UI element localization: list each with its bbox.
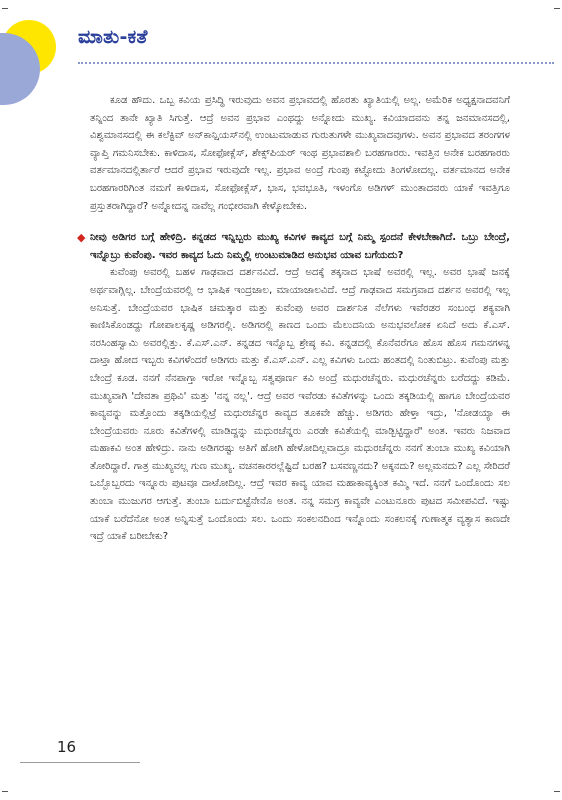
interview-question: [77, 229, 510, 264]
diamond-bullet-icon: ◆: [77, 231, 86, 245]
paragraph-gap: [90, 215, 510, 229]
crop-mark-top-left: [2, 8, 8, 9]
crop-mark-top-right: [554, 8, 560, 9]
title-dotted-rule: [78, 62, 554, 64]
answer-paragraph: ಕೂಡ ಹೌದು. ಒಬ್ಬ ಕವಿಯ ಪ್ರಸಿದ್ಧಿ ಇರುವುದು ಅವನ ಪ್ರಭಾವದಲ್ಲಿ ಹೊರತು ಖ್ಯಾತಿಯಲ್ಲಿ ಅಲ್ಲ. ಅಮೆರಿಕ ಅಧ್ಯಕ್ಷನಾದವನಿಗೆ ತನ್ನಿಂದ ತಾನೇ ಖ್ಯಾತಿ ಸಿಗುತ್ತೆ. ಆದ್ರೆ ಅವನ ಪ್ರಭಾವ ಎಂಥದ್ದು ಅನ್ನೋದು ಮುಖ್ಯ. ಕವಿಯಾದವನು ತನ್ನ ಜನಮಾನಸದಲ್ಲಿ, ವಿಶ್ವಮಾನಸದಲ್ಲಿ ಈ ಕಲೆಕ್ಟಿವ್ ಅನ್‌ಕಾನ್ಷಿಯಸ್‌ನಲ್ಲಿ ಉಂಟುಮಾಡುವ ಗುರುತುಗಳೇ ಮುಖ್ಯವಾದವುಗಳು. ಅವನ ಪ್ರಭಾವದ ತರಂಗಗಳ ವ್ಯಾಪ್ತಿ ಗಮನಿಸಬೇಕು. ಕಾಳಿದಾಸ, ಸೋಫೋಕ್ಲೆಸ್, ಶೇಕ್ಸ್‌ಪಿಯರ್ ಇಂಥ ಪ್ರಭಾವಶಾಲಿ ಬರಹಗಾರರು. ಇವತ್ತಿನ ಅನೇಕ ಬರಹಗಾರರು ವರ್ತಮಾನದಲ್ಲಿರ್ತಾರೆ ಆದರೆ ಪ್ರಭಾವ ಇರುವುದೇ ಇಲ್ಲ. ಪ್ರಭಾವ ಅಂದ್ರೆ ಗುಂಪು ಕಟ್ಟೋದು ತಿಂಗಳೋದಲ್ಲ. ವರ್ತಮಾನದ ಅನೇಕ ಬರಹಗಾರರಿಗಿಂತ ನಮಗೆ ಕಾಳಿದಾಸ, ಸೋಫೋಕ್ಲೆಸ್, ಭಾಸ, ಭವಭೂತಿ, ಇಳಂಗೊ ಅಡಿಗಳ್ ಮುಂತಾದವರು ಯಾಕೆ ಇವತ್ತಿಗೂ ಪ್ರಸ್ತುತರಾಗಿದ್ದಾರೆ? ಅನ್ನೋದನ್ನ ನಾವೆಲ್ಲ ಗಂಭೀರವಾಗಿ ಕೇಳ್ಕೋಬೇಕು.: [90, 95, 510, 212]
article-body: [77, 92, 510, 546]
question-text: ನೀವು ಅಡಿಗರ ಬಗ್ಗೆ ಹೇಳಿದ್ರಿ. ಕನ್ನಡದ ಇನ್ನಿಬ್ಬರು ಮುಖ್ಯ ಕವಿಗಳ ಕಾವ್ಯದ ಬಗ್ಗೆ ನಿಮ್ಮ ಸ್ಪಂದನೆ ಕೇಳಬೇಕಾಗಿದೆ. ಒಬ್ರು ಬೇಂದ್ರೆ, ಇನ್ನೊಬ್ರು ಕುವೆಂಪು. ಇವರ ಕಾವ್ಯದ ಓದು ನಿಮ್ಮಲ್ಲಿ ಉಂಟುಮಾಡಿದ ಅನುಭವ ಯಾವ ಬಗೆಯದು?: [90, 232, 510, 261]
footer-rule: [20, 762, 140, 763]
page-number: 16: [57, 738, 77, 756]
crop-mark-bottom-right: [554, 791, 560, 792]
answer-paragraph: ಕುವೆಂಪು ಅವರಲ್ಲಿ ಬಹಳ ಗಾಢವಾದ ದರ್ಶನವಿದೆ. ಆದ್ರೆ ಅದಕ್ಕೆ ತಕ್ಕನಾದ ಭಾಷೆ ಅವರಲ್ಲಿ ಇಲ್ಲ. ಅವರ ಭಾಷೆ ಜನಕ್ಕೆ ಅರ್ಥವಾಗ್ಲಿಲ್ಲ. ಬೇಂದ್ರೆಯವರಲ್ಲಿ ಆ ಭಾಷಿಕ ಇಂದ್ರಜಾಲ, ಮಾಯಾಜಾಲವಿದೆ. ಆದ್ರೆ ಗಾಢವಾದ ಸಮಗ್ರವಾದ ದರ್ಶನ ಅವರಲ್ಲಿ ಇಲ್ಲ ಅನಿಸುತ್ತೆ. ಬೇಂದ್ರೆಯವರ ಭಾಷಿಕ ಚಮತ್ಕಾರ ಮತ್ತು ಕುವೆಂಪು ಅವರ ದಾರ್ಶನಿಕ ನೆಲೆಗಳು ಇವೆರಡರ ಸಂಬಂಧ ಶಕ್ಯವಾಗಿ ಕಾಣಿಸಿಕೊಂಡದ್ದು ಗೋಪಾಲಕೃಷ್ಣ ಅಡಿಗರಲ್ಲಿ. ಅಡಿಗರಲ್ಲಿ ಕಾಣದ ಒಂದು ಮೆಲುದನಿಯ ಅನುಭವಲೋಕ ಏನಿದೆ ಅದು ಕೆ.ಎಸ್. ನರಸಿಂಹಸ್ವಾಮಿ ಅವರಲ್ಲಿತ್ತು. ಕೆ.ಎಸ್.ಎನ್. ಕನ್ನಡದ ಇನ್ನೊಬ್ಬ ಶ್ರೇಷ್ಠ ಕವಿ. ಕನ್ನಡದಲ್ಲಿ ಕೊನೆವರೆಗೂ ಹೊಸ ಹೊಸ ಗಮನಗಳನ್ನ ದಾಟ್ತಾ ಹೋದ ಇಬ್ಬರು ಕವಿಗಳೆಂದರೆ ಅಡಿಗರು ಮತ್ತು ಕೆ.ಎಸ್.ಎನ್. ಎಲ್ಲ ಕವಿಗಳು ಒಂದು ಹಂತದಲ್ಲಿ ನಿಂತುಬಿಟ್ರು. ಕುವೆಂಪು ಮತ್ತು ಬೇಂದ್ರೆ ಕೂಡ. ನನಗೆ ನೆನಪಾಗ್ತಾ ಇರೋ ಇನ್ನೊಬ್ಬ ಸತ್ವಪೂರ್ಣ ಕವಿ ಅಂದ್ರೆ ಮಧುರಚೆನ್ನರು. ಮಧುರಚೆನ್ನರು ಬರೆದದ್ದು ಕಡಿಮೆ. ಮುಖ್ಯವಾಗಿ 'ದೇವತಾ ಪ್ರಥಿವಿ' ಮತ್ತು 'ನನ್ನ ನಲ್ಲ'. ಆದ್ರೆ ಅವರ ಇವೆರಡು ಕವಿತೆಗಳನ್ನು ಒಂದು ತಕ್ಕಡಿಯಲ್ಲಿ ಹಾಗೂ ಬೇಂದ್ರೆಯವರ ಕಾವ್ಯವನ್ನು ಮತ್ತೊಂದು ತಕ್ಕಡಿಯಲ್ಲಿಟ್ರೆ ಮಧುರಚೆನ್ನರ ಕಾವ್ಯದ ತೂಕವೇ ಹೆಚ್ಚು. ಅಡಿಗರು ಹೇಳ್ತಾ ಇದ್ರು, 'ನೋಡಯ್ಯಾ ಈ ಬೇಂದ್ರೆಯವರು ನೂರು ಕವಿತೆಗಳಲ್ಲಿ ಮಾಡಿದ್ದನ್ನು ಮಧುರಚೆನ್ನರು ಎರಡೇ ಕವಿತೆಯಲ್ಲಿ ಮಾಡ್ಬಿಟ್ಟಿದ್ದಾರೆ' ಅಂತ. ಇವರು ನಿಜವಾದ ಮಹಾಕವಿ ಅಂತ ಹೇಳಿದ್ರು. ನಾನು ಅಡಿಗರಷ್ಟು ಅತಿಗೆ ಹೋಗಿ ಹೇಳೋದಿಲ್ಲವಾದ್ರೂ ಮಧುರಚೆನ್ನರು ನನಗೆ ತುಂಬಾ ಮುಖ್ಯ ಕವಿಯಾಗಿ ತೋರಿದ್ದಾರೆ. ಗಾತ್ರ ಮುಖ್ಯವಲ್ಲ ಗುಣ ಮುಖ್ಯ. ವಚನಕಾರರಲ್ಲೆಷ್ಟಿದೆ ಬರಹ? ಬಸವಣ್ಣನದು? ಅಕ್ಕನದು? ಅಲ್ಲಮನದು? ಎಲ್ಲ ಸೇರಿದರೆ ಒಬ್ಬೊಬ್ಬರದು ಇನ್ನೂರು ಪುಟವೂ ದಾಟೋದಿಲ್ಲ. ಆದ್ರೆ ಇವರ ಕಾವ್ಯ ಯಾವ ಮಹಾಕಾವ್ಯಕ್ಕಿಂತ ಕಮ್ಮಿ ಇದೆ. ನನಗೆ ಒಂದೊಂದು ಸಲ ತುಂಬಾ ಮುಜುಗರ ಆಗುತ್ತೆ. ತುಂಬಾ ಬರ್ದುಬಿಟ್ಟೆನೇನೊ ಅಂತ. ನನ್ನ ಸಮಗ್ರ ಕಾವ್ಯವೇ ಎಂಟುನೂರು ಪುಟದ ಸಮೀಪವಿದೆ. ಇಷ್ಟು ಯಾಕೆ ಬರೆದೆನೋ ಅಂತ ಅನ್ನಿಸುತ್ತೆ ಒಂದೊಂದು ಸಲ. ಒಂದು ಸಂಕಲನದಿಂದ ಇನ್ನೊಂದು ಸಂಕಲನಕ್ಕೆ ಗುಣಾತ್ಮಕ ವ್ಯತ್ಯಾಸ ಕಾಣದೇ ಇದ್ರೆ ಯಾಕೆ ಬರೀಬೇಕು?: [90, 267, 510, 543]
crop-mark-bottom-left: [2, 791, 8, 792]
section-title: ಮಾತು-ಕತೆ: [78, 26, 148, 48]
